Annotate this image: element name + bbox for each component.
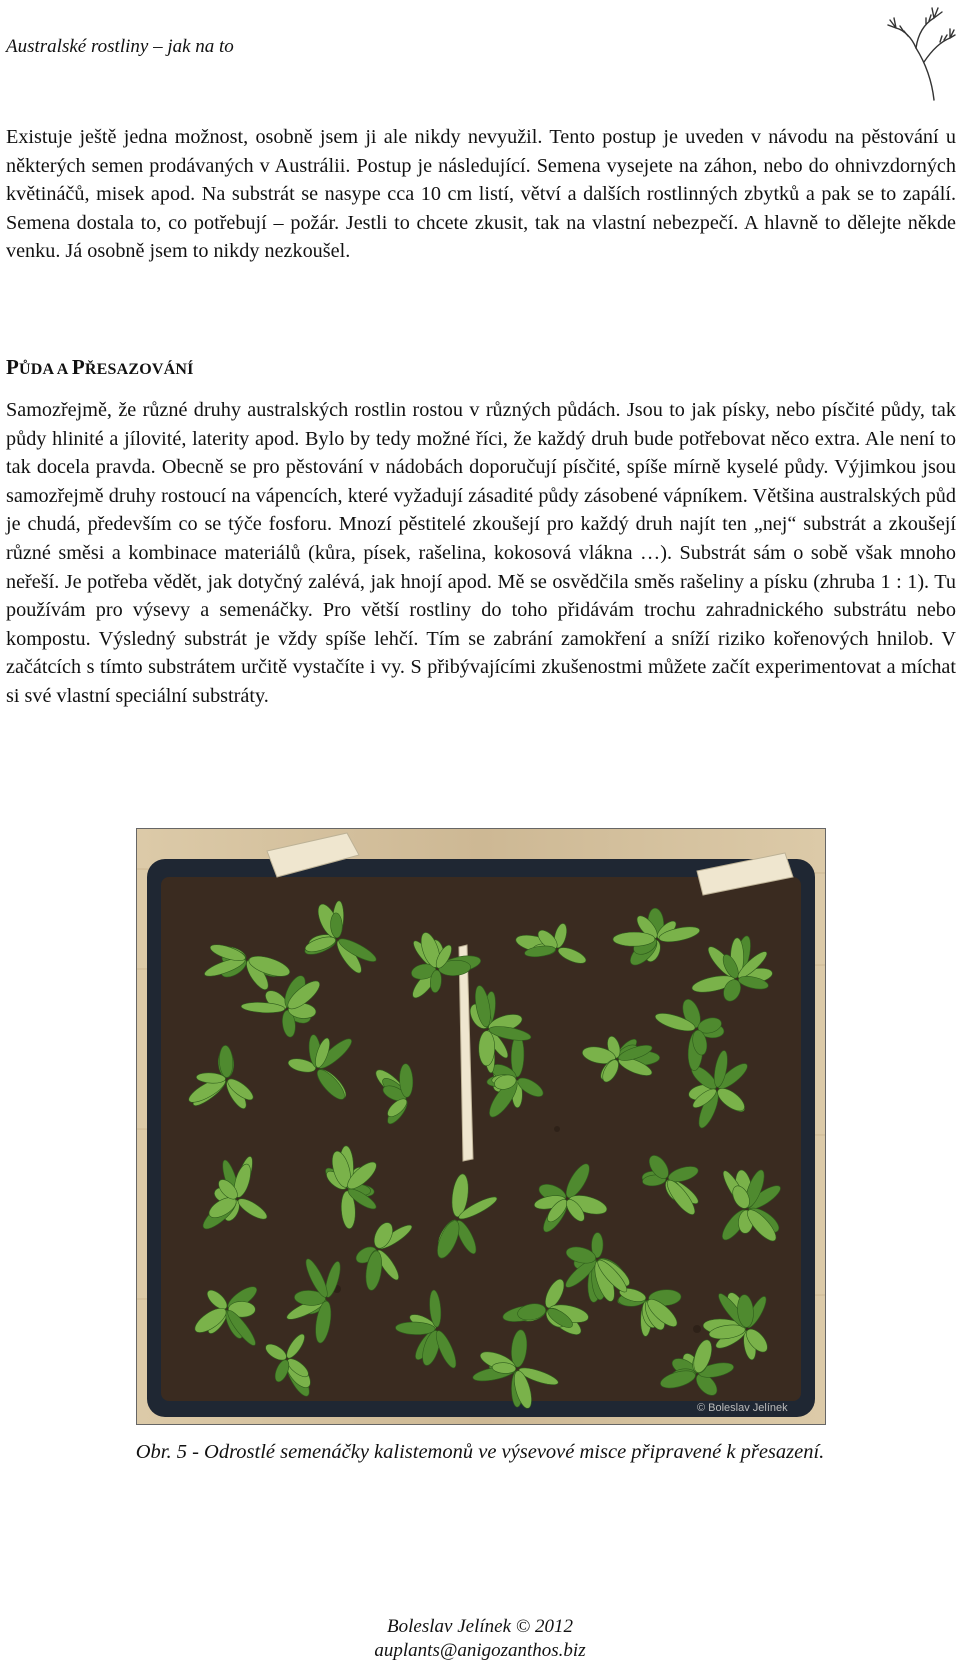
footer-email: auplants@anigozanthos.biz (374, 1640, 586, 1661)
intro-paragraph: Existuje ještě jedna možnost, osobně jsem ji ale nikdy nevyužil. Tento postup je uveden v návodu na pěstování u některých semen prodávaných v Austrálii. Postup je následující. Semena vysejete na záhon, nebo do ohnivzdorných květináčů, misek apod. Na substrát se nasype cca 10 cm listí, větví a dalších rostlinných zbytků a pak se to zapálí. Semena dostala to, co potřebují – požár. Jestli to chcete zkusit, tak na vlastní nebezpečí. A hlavně to dělejte někde venku. Já osobně jsem to nikdy nezkoušel. (6, 126, 956, 263)
seedling-leaf (479, 1031, 495, 1066)
section-paragraph: Samozřejmě, že různé druhy australských rostlin rostou v různých půdách. Jsou to jak písky, nebo písčité půdy, tak půdy hlinité a jílovité, laterity apod. Bylo by tedy možné říci, že každý druh bude potřebovat něco extra. Ale není to tak docela pravda. Obecně se pro pěstování v nádobách doporučují písčité, spíše mírně kyselé půdy. Výjimkou jsou samozřejmě druhy rostoucí na vápencích, které vyžadují zásadité půdy zásobené vápníkem. Většina australských půd je chudá, především co se týče fosforu. Mnozí pěstitelé zkoušejí pro každý druh najít ten „nej“ substrát a zkoušejí různé směsi a kombinace materiálů (kůra, písek, rašelina, kokosová vlákna …). Substrát sám o sobě však mnoho neřeší. Je potřeba vědět, jak dotyčný zalévá, jak hnojí apod. Mě se osvědčila směs rašeliny a písku (zhruba 1 : 1). Tu používám pro výsevy a semenáčky. Pro větší rostliny do toho přidávám trochu zahradnického substrátu nebo kompostu. Výsledný substrát je vždy spíše lehčí. Tím se zabrání zamokření a sníží riziko kořenových hnilob. V začátcích s tímto substrátem určitě vystačíte i vy. S přibývajícími zkušenostmi můžete začít experimentovat a míchat si své vlastní speciální substráty. (6, 399, 956, 707)
running-header: Australské rostliny – jak na to (6, 36, 234, 57)
seedling-tray-image (137, 829, 825, 1424)
photo-watermark: © Boleslav Jelínek (697, 1402, 788, 1414)
figure-caption: Obr. 5 - Odrostlé semenáčky kalistemonů ve výsevové misce připravené k přesazení. (135, 1441, 825, 1463)
kangaroo-paw-logo-icon (874, 2, 956, 102)
seedling-leaf (613, 932, 655, 946)
section-heading: PŮDA A PŘESAZOVÁNÍ (6, 355, 194, 379)
footer-author: Boleslav Jelínek © 2012 (387, 1616, 573, 1637)
seedling-tray-photo (136, 828, 826, 1425)
